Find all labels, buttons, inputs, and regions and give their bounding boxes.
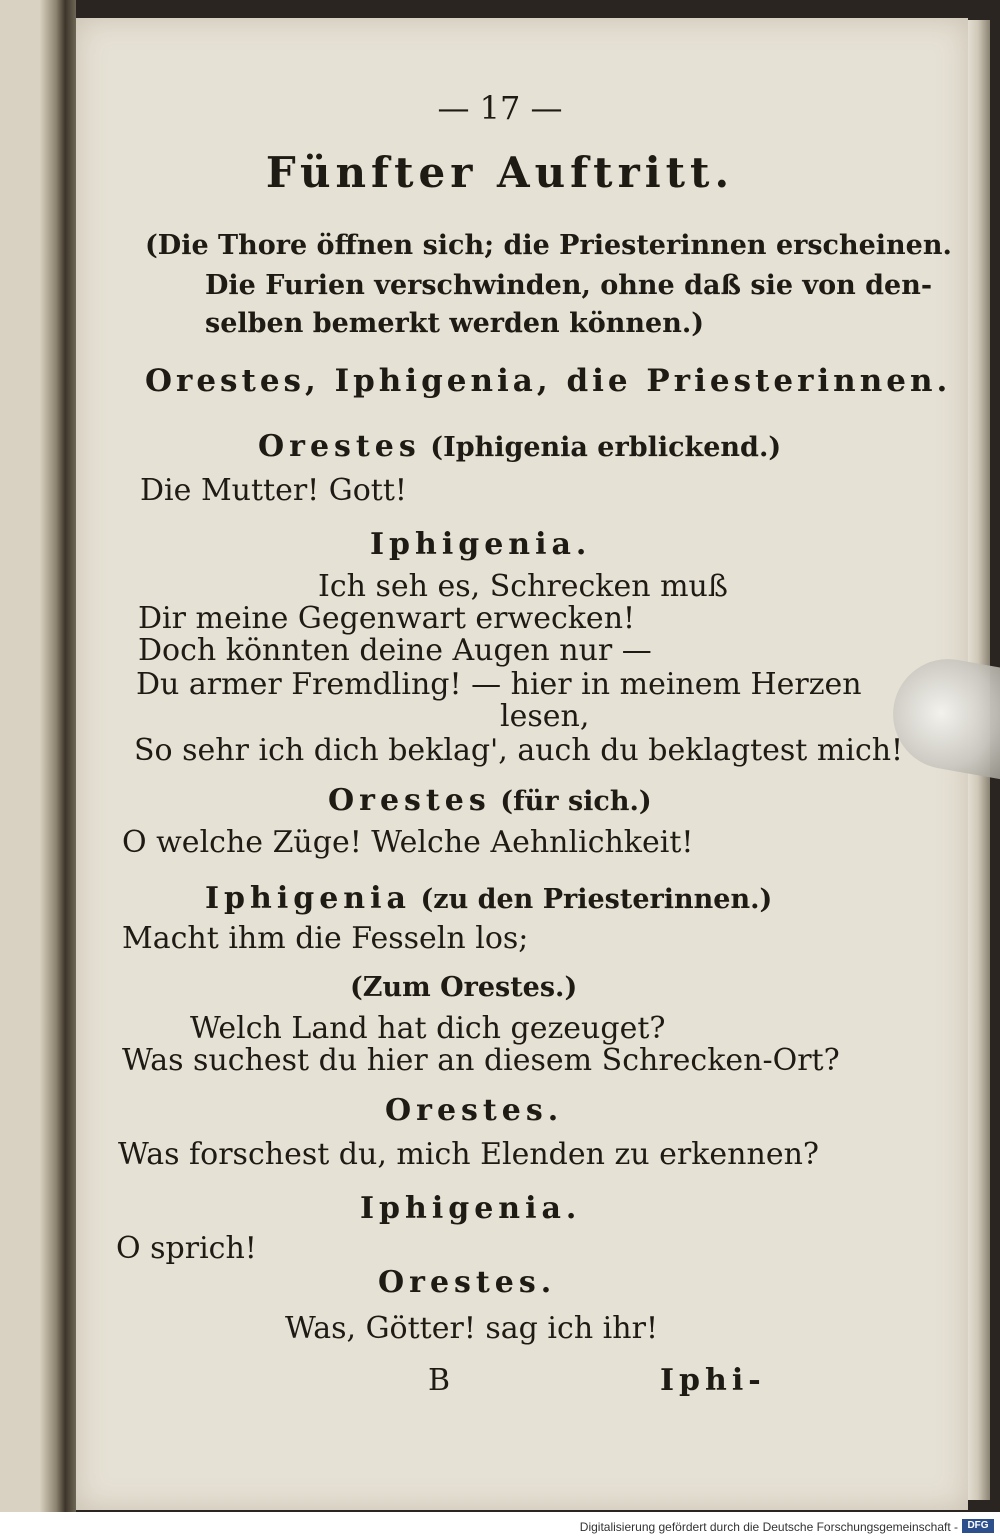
stage-direction-inline: (Zum Orestes.) bbox=[350, 972, 578, 1003]
speaker-orestes-2 bbox=[328, 783, 652, 818]
speaker-name: Orestes bbox=[328, 783, 491, 818]
speaker-direction: (zu den Priesterinnen.) bbox=[420, 884, 773, 915]
footer-bar bbox=[0, 1512, 1000, 1540]
scene-heading: Fünfter Auftritt. bbox=[265, 148, 735, 197]
stage-direction-line-3: selben bemerkt werden können.) bbox=[205, 308, 705, 339]
speaker-orestes-1 bbox=[258, 429, 782, 464]
stage-direction-line-2: Die Furien verschwinden, ohne daß sie von den- bbox=[205, 270, 933, 301]
book-gutter bbox=[40, 0, 76, 1512]
verse-line-2: Ich seh es, Schrecken muß bbox=[318, 569, 728, 604]
speaker-iphigenia-1: Iphigenia. bbox=[370, 527, 592, 562]
verse-line-7: So sehr ich dich beklag', auch du beklagtest mich! bbox=[134, 733, 904, 768]
verse-line-14: O sprich! bbox=[116, 1231, 257, 1266]
signature-mark: B bbox=[428, 1363, 451, 1398]
verse-line-3: Dir meine Gegenwart erwecken! bbox=[138, 601, 636, 636]
verse-line-11: Welch Land hat dich gezeuget? bbox=[190, 1011, 666, 1046]
speaker-name: Iphigenia bbox=[205, 881, 411, 916]
dfg-logo: DFG bbox=[962, 1519, 994, 1533]
verse-line-5: Du armer Fremdling! — hier in meinem Herzen bbox=[136, 667, 862, 702]
speaker-direction: (Iphigenia erblickend.) bbox=[430, 432, 782, 463]
verse-line-12: Was suchest du hier an diesem Schrecken-Ort? bbox=[122, 1043, 840, 1078]
verse-line-15: Was, Götter! sag ich ihr! bbox=[285, 1311, 658, 1346]
speaker-name: Orestes bbox=[258, 429, 421, 464]
verse-line-8: O welche Züge! Welche Aehnlichkeit! bbox=[122, 825, 694, 860]
dramatis-personae: Orestes, Iphigenia, die Priesterinnen. bbox=[145, 363, 952, 399]
speaker-orestes-4: Orestes. bbox=[378, 1265, 557, 1300]
speaker-iphigenia-3: Iphigenia. bbox=[360, 1191, 582, 1226]
page-number: — 17 — bbox=[437, 89, 563, 127]
verse-line-13: Was forschest du, mich Elenden zu erkennen? bbox=[118, 1137, 819, 1172]
stage-direction-line-1: (Die Thore öffnen sich; die Priesterinnen erscheinen. bbox=[145, 230, 952, 261]
verse-line-6: lesen, bbox=[500, 699, 590, 734]
catchword: Iphi- bbox=[660, 1363, 766, 1398]
footer-credit: Digitalisierung gefördert durch die Deutsche Forschungsgemeinschaft - bbox=[579, 1520, 958, 1534]
verse-line-9: Macht ihm die Fesseln los; bbox=[122, 921, 529, 956]
speaker-orestes-3: Orestes. bbox=[385, 1093, 564, 1128]
speaker-direction: (für sich.) bbox=[500, 786, 652, 817]
verse-line-4: Doch könnten deine Augen nur — bbox=[138, 633, 652, 668]
speaker-iphigenia-2 bbox=[205, 881, 773, 916]
verse-line-1: Die Mutter! Gott! bbox=[140, 473, 407, 508]
